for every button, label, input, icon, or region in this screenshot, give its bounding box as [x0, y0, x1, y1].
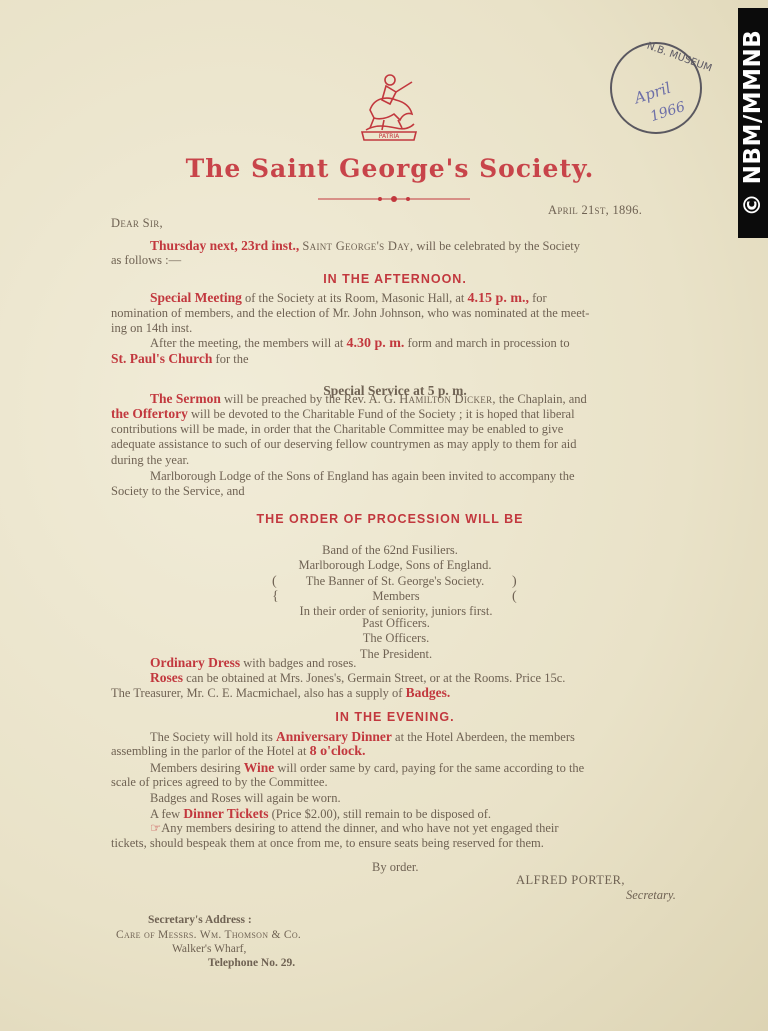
- wine-label: Wine: [243, 760, 275, 775]
- tickets-text: A few: [150, 807, 181, 821]
- stamp-year: 1966: [648, 98, 688, 126]
- intro-line-1: [150, 238, 690, 255]
- procession-item: Past Officers.: [362, 615, 430, 630]
- special-meeting-line-1: [150, 290, 547, 307]
- stamp-museum-text: N.B. MUSEUM: [645, 40, 714, 75]
- afternoon-heading: IN THE AFTERNOON.: [323, 272, 467, 286]
- sermon-line-5: during the year.: [111, 453, 190, 467]
- sermon-line-3: contributions will be made, in order that the Charitable Committee may be enabled to give: [111, 422, 564, 436]
- badges-label: Badges.: [405, 685, 451, 700]
- tickets-text-2: (Price $2.00), still remain to be disposed of.: [271, 807, 491, 821]
- procession-item: Members: [372, 588, 420, 603]
- procession-item: In their order of seniority, juniors first.: [299, 603, 493, 618]
- special-meeting-line-2: nomination of members, and the election of Mr. John Johnson, who was nominated at the meet-: [111, 306, 590, 320]
- dinner-text: The Society will hold its: [150, 730, 273, 744]
- dinner-tickets-label: Dinner Tickets: [183, 806, 269, 821]
- special-meeting-line-3: ing on 14th inst.: [111, 321, 193, 335]
- address-line-2: Walker's Wharf,: [172, 942, 247, 955]
- date-line: April 21st, 1896.: [548, 203, 643, 217]
- after-meeting-text: After the meeting, the members will at: [150, 336, 344, 350]
- lodge-line-1: Marlborough Lodge of the Sons of England has again been invited to accompany the: [150, 469, 575, 483]
- special-service-line: Special Service at 5 p. m.: [323, 382, 467, 398]
- anniversary-dinner-label: Anniversary Dinner: [276, 729, 392, 744]
- offertory-text: will be devoted to the Charitable Fund of the Society ; it is hoped that liberal: [190, 407, 575, 421]
- secretary-name: ALFRED PORTER,: [516, 873, 626, 887]
- procession-item: The Officers.: [362, 630, 430, 645]
- wine-text-2: will order same by card, paying for the same according to the: [277, 761, 585, 775]
- salutation: Dear Sir,: [111, 216, 163, 230]
- procession-item: The Banner of St. George's Society.: [305, 573, 485, 588]
- roses-label: Roses: [150, 670, 183, 685]
- document-title: The Saint George's Society.: [185, 154, 595, 183]
- by-order: By order.: [372, 860, 419, 874]
- pointing-hand-icon: ☞: [150, 821, 162, 835]
- procession-item: Band of the 62nd Fusiliers.: [322, 542, 458, 557]
- intro-text: will be celebrated by the Society: [416, 239, 581, 253]
- brace-right: ): [512, 574, 517, 589]
- copyright-watermark: [738, 8, 768, 238]
- dinner-time: 8 o'clock.: [309, 744, 366, 759]
- badges-roses-line: Badges and Roses will again be worn.: [150, 791, 341, 805]
- evening-heading: IN THE EVENING.: [335, 710, 455, 724]
- sermon-line-2: [111, 406, 575, 423]
- notice-line-2: tickets, should bespeak them at once from me, to ensure seats being reserved for them.: [111, 836, 544, 850]
- intro-date: Thursday next, 23rd inst.,: [150, 238, 300, 253]
- sermon-text-2: the Chaplain, and: [498, 392, 587, 406]
- wine-text: Members desiring: [150, 761, 241, 775]
- roses-text: can be obtained at Mrs. Jones's, Germain Street, or at the Rooms. Price 15c.: [186, 671, 566, 685]
- dinner-text-3: assembling in the parlor of the Hotel at: [111, 744, 307, 758]
- dinner-line-2: [111, 744, 366, 760]
- sermon-text: will be preached by the Rev. A. G.: [224, 392, 397, 406]
- notice-text: Any members desiring to attend the dinner, and who have not yet engaged their: [161, 821, 559, 835]
- after-meeting-line-2: [111, 351, 249, 368]
- notice-line-1: [150, 821, 559, 837]
- address-line-1: Care of Messrs. Wm. Thomson & Co.: [116, 928, 302, 941]
- dress-text: with badges and roses.: [243, 656, 357, 670]
- treasurer-line: [111, 685, 450, 702]
- brace-left: (: [272, 574, 277, 589]
- brace-right-2: (: [512, 589, 517, 604]
- wine-line-2: scale of prices agreed to by the Committee.: [111, 775, 328, 789]
- sermon-line-4: adequate assistance to such of our deserving fellow countrymen as may apply to them for aid: [111, 437, 577, 451]
- special-meeting-text: of the Society at its Room, Masonic Hall, at: [244, 291, 465, 305]
- telephone-line: Telephone No. 29.: [208, 956, 296, 969]
- procession-item: The President.: [359, 646, 433, 661]
- dinner-text-2: at the Hotel Aberdeen, the members: [395, 730, 575, 744]
- church-name: St. Paul's Church: [111, 351, 213, 366]
- address-heading: Secretary's Address :: [148, 913, 252, 926]
- lodge-line-2: Society to the Service, and: [111, 484, 245, 498]
- special-meeting-label: Special Meeting: [150, 290, 242, 305]
- procession-heading: THE ORDER OF PROCESSION WILL BE: [256, 512, 524, 526]
- procession-time: 4.30 p. m.: [346, 336, 405, 351]
- special-meeting-for: for: [532, 291, 547, 305]
- crest-motto: PATRIA: [378, 133, 400, 140]
- after-meeting-text-3: for the: [215, 352, 249, 366]
- watermark-label: © NBM/MMNB: [740, 29, 766, 217]
- dress-label: Ordinary Dress: [150, 655, 241, 670]
- special-meeting-time: 4.15 p. m.,: [467, 291, 529, 306]
- sermon-label: The Sermon: [150, 391, 221, 406]
- stamp-date: April: [632, 78, 674, 108]
- after-meeting-line-1: [150, 336, 570, 352]
- procession-item: Marlborough Lodge, Sons of England.: [298, 557, 492, 572]
- offertory-label: the Offertory: [111, 406, 188, 421]
- intro-saint-georges-day: Saint George's Day,: [302, 239, 414, 253]
- title-ornament: [318, 192, 470, 206]
- chaplain-name: Hamilton Dicker,: [399, 392, 496, 406]
- treasurer-text: The Treasurer, Mr. C. E. Macmichael, also has a supply of: [111, 686, 403, 700]
- secretary-role: Secretary.: [626, 888, 676, 902]
- intro-line-2: as follows :—: [111, 253, 182, 267]
- st-george-crest-icon: [356, 70, 422, 142]
- after-meeting-text-2: form and march in procession to: [407, 336, 570, 350]
- brace-left-2: {: [272, 589, 279, 604]
